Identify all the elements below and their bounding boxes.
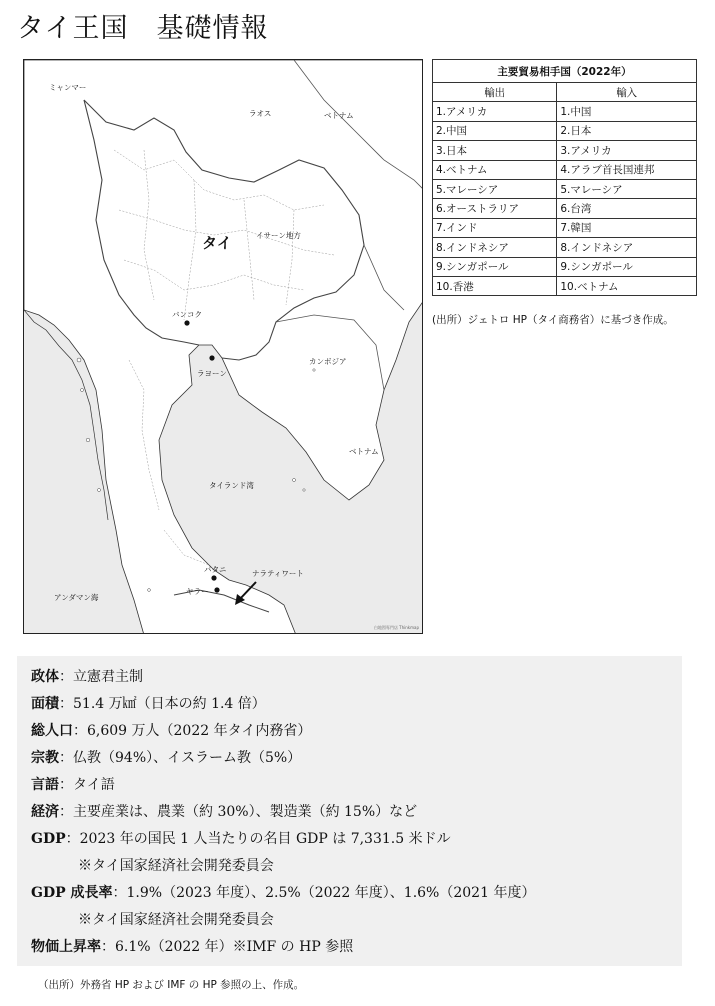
table-row xyxy=(433,102,697,121)
info-inflation xyxy=(31,936,353,956)
import-cell: 6.台湾 xyxy=(557,199,697,218)
import-cell: 5.マレーシア xyxy=(557,179,697,198)
map-drawing xyxy=(24,60,423,634)
info-language xyxy=(31,774,115,794)
info-value: ：51.4 万㎢（日本の約 1.4 倍） xyxy=(59,696,266,712)
export-cell: 7.インド xyxy=(433,218,557,237)
export-cell: 5.マレーシア xyxy=(433,179,557,198)
info-religion xyxy=(31,747,301,767)
map-label-yala: ヤラー xyxy=(186,587,209,596)
export-cell: 8.インドネシア xyxy=(433,238,557,257)
export-cell: 3.日本 xyxy=(433,141,557,160)
info-value: ：タイ語 xyxy=(59,777,115,793)
pattani-marker xyxy=(211,575,216,580)
info-label: 政体 xyxy=(31,669,59,685)
export-header: 輸出 xyxy=(433,83,557,102)
export-cell: 4.ベトナム xyxy=(433,160,557,179)
yala-marker xyxy=(214,587,219,592)
bangkok-marker xyxy=(184,320,189,325)
trade-partners-table xyxy=(432,59,697,296)
info-population xyxy=(31,720,311,740)
info-label: 言語 xyxy=(31,777,59,793)
map-label-vietnam-north: ベトナム xyxy=(324,111,354,120)
map-label-cambodia: カンボジア xyxy=(309,357,347,366)
info-value: ：主要産業は、農業（約 30%）、製造業（約 15%）など xyxy=(59,804,418,820)
info-label: 宗教 xyxy=(31,750,59,766)
import-cell: 10.ベトナム xyxy=(557,276,697,295)
table-row xyxy=(433,276,697,295)
info-growth xyxy=(31,882,535,902)
table-row xyxy=(433,238,697,257)
thailand-map xyxy=(23,59,423,634)
basic-info-panel xyxy=(17,656,682,966)
export-cell: 2.中国 xyxy=(433,121,557,140)
map-label-vietnam-south: ベトナム xyxy=(349,447,379,456)
info-value: ：1.9%（2023 年度）、2.5%（2022 年度）、1.6%（2021 年度） xyxy=(112,885,536,901)
map-label-rayong: ラヨーン xyxy=(197,369,227,378)
table-row xyxy=(433,141,697,160)
info-value: ：仏教（94%）、イスラーム教（5%） xyxy=(59,750,302,766)
table-row xyxy=(433,179,697,198)
info-value: ：6,609 万人（2022 年タイ内務省） xyxy=(73,723,312,739)
table-row xyxy=(433,199,697,218)
landmass xyxy=(24,60,423,634)
trade-source-note: (出所）ジェトロ HP（タイ商務省）に基づき作成。 xyxy=(432,314,674,326)
import-cell: 1.中国 xyxy=(557,102,697,121)
export-cell: 9.シンガポール xyxy=(433,257,557,276)
info-polity xyxy=(31,666,143,686)
map-label-narathiwat: ナラティワート xyxy=(252,569,304,578)
map-label-pattani: パタニ xyxy=(204,565,227,574)
trade-table-caption: 主要貿易相手国（2022年） xyxy=(433,60,697,83)
map-label-laos: ラオス xyxy=(249,109,272,118)
import-header: 輸入 xyxy=(557,83,697,102)
map-label-myanmar: ミャンマー xyxy=(49,83,87,92)
export-cell: 10.香港 xyxy=(433,276,557,295)
rayong-marker xyxy=(209,355,214,360)
info-growth-note: ※タイ国家経済社会開発委員会 xyxy=(78,912,274,928)
import-cell: 9.シンガポール xyxy=(557,257,697,276)
import-cell: 7.韓国 xyxy=(557,218,697,237)
import-cell: 2.日本 xyxy=(557,121,697,140)
map-label-bangkok: バンコク xyxy=(172,310,202,319)
info-gdp-note: ※タイ国家経済社会開発委員会 xyxy=(78,858,274,874)
info-label: GDP xyxy=(31,831,66,847)
map-credit: 白地図専門店 Thinkmap xyxy=(373,625,419,630)
info-economy xyxy=(31,801,417,821)
info-value: ：立憲君主制 xyxy=(59,669,143,685)
info-value: ：2023 年の国民 1 人当たりの名目 GDP は 7,331.5 米ドル xyxy=(65,831,451,847)
info-label: 経済 xyxy=(31,804,59,820)
map-label-isan: イサーン地方 xyxy=(256,231,301,240)
info-label: 総人口 xyxy=(31,723,73,739)
table-row xyxy=(433,121,697,140)
table-row xyxy=(433,218,697,237)
info-label: 面積 xyxy=(31,696,59,712)
info-label: 物価上昇率 xyxy=(31,939,101,955)
import-cell: 3.アメリカ xyxy=(557,141,697,160)
import-cell: 8.インドネシア xyxy=(557,238,697,257)
info-area xyxy=(31,693,266,713)
export-cell: 6.オーストラリア xyxy=(433,199,557,218)
table-row xyxy=(433,257,697,276)
export-cell: 1.アメリカ xyxy=(433,102,557,121)
info-label: GDP 成長率 xyxy=(31,885,113,901)
import-cell: 4.アラブ首長国連邦 xyxy=(557,160,697,179)
info-value: ：6.1%（2022 年）※IMF の HP 参照 xyxy=(101,939,354,955)
map-label-gulf: タイランド湾 xyxy=(209,481,254,490)
map-label-andaman: アンダマン海 xyxy=(54,593,99,602)
info-gdp xyxy=(31,828,451,848)
map-label-thailand: タイ xyxy=(202,234,232,252)
page-title: タイ王国 基礎情報 xyxy=(17,13,269,44)
footer-source-note: （出所）外務省 HP および IMF の HP 参照の上、作成。 xyxy=(38,979,305,991)
table-row xyxy=(433,160,697,179)
